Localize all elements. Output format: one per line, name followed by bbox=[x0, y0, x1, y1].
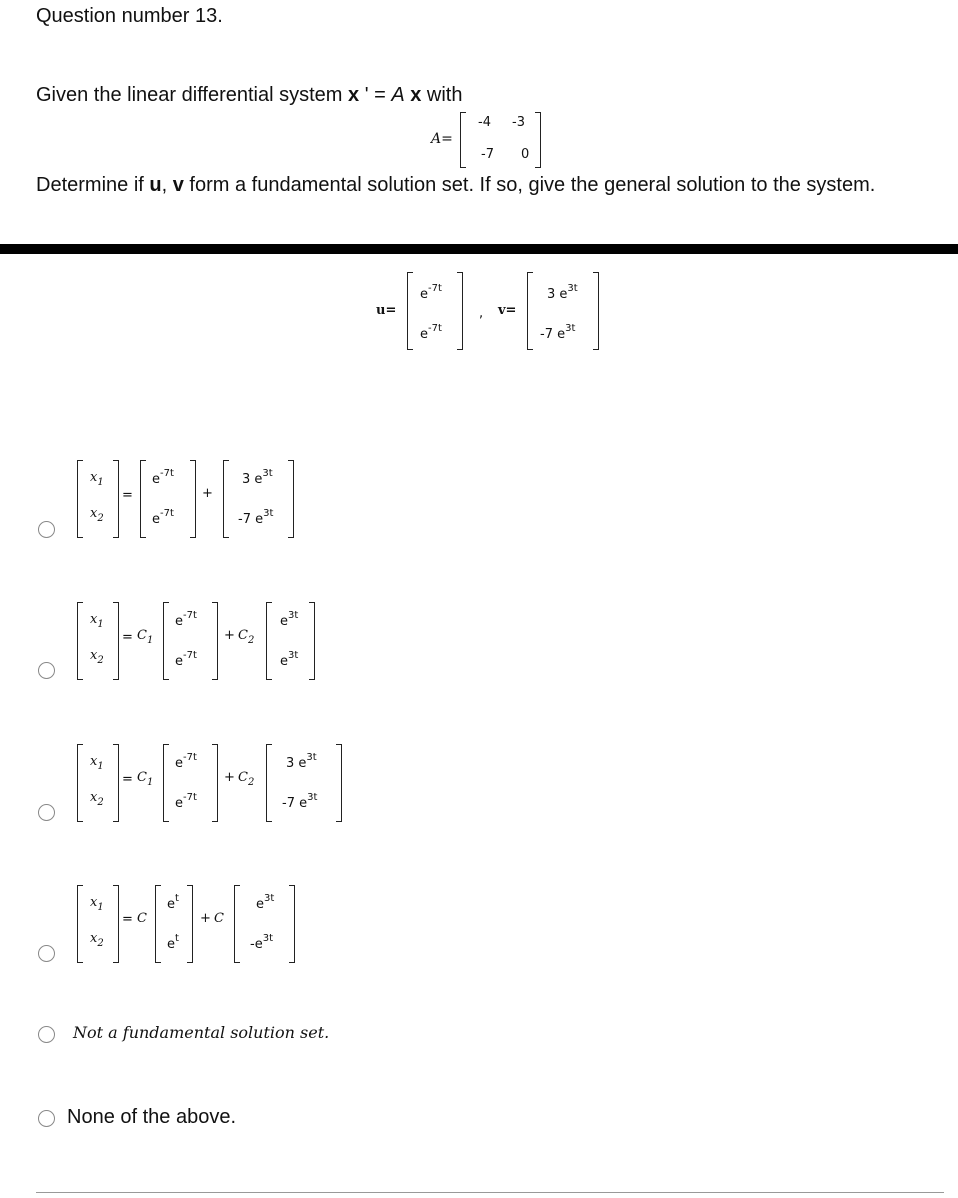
v-entry-1: $e^{3t}$ bbox=[280, 610, 299, 629]
v-entry-2: -7 $e^{3t}$ bbox=[238, 508, 274, 527]
plus-sign: + bbox=[200, 911, 211, 926]
question-prompt: Determine if u, v form a fundamental solution set. If so, give the general solution to the system. bbox=[36, 174, 876, 196]
left-bracket bbox=[77, 744, 83, 822]
right-bracket bbox=[212, 744, 218, 822]
plus-sign: + bbox=[224, 770, 235, 785]
u-entry-2: $e^{-7t}$ bbox=[420, 323, 442, 342]
radio-option-4[interactable] bbox=[38, 945, 55, 962]
right-bracket bbox=[535, 112, 541, 168]
u-entry-2: $e^t$ bbox=[167, 933, 179, 952]
v-entry-1: $e^{3t}$ bbox=[256, 893, 275, 912]
left-bracket bbox=[163, 744, 169, 822]
u-entry-2: $e^{-7t}$ bbox=[175, 650, 197, 669]
left-bracket bbox=[77, 602, 83, 680]
u-entry-1: $e^{-7t}$ bbox=[175, 752, 197, 771]
matrix-cell: -7 bbox=[481, 147, 494, 162]
x1-symbol: $x_1$ bbox=[90, 754, 104, 772]
left-bracket bbox=[155, 885, 161, 963]
equals-sign: = bbox=[122, 772, 133, 787]
right-bracket bbox=[113, 602, 119, 680]
right-bracket bbox=[187, 885, 193, 963]
plus-sign: + bbox=[224, 628, 235, 643]
x2-symbol: $x_2$ bbox=[90, 506, 104, 524]
right-bracket bbox=[309, 602, 315, 680]
v-entry-2: -7 $e^{3t}$ bbox=[540, 323, 576, 342]
x1-symbol: $x_1$ bbox=[90, 612, 104, 630]
x2-symbol: $x_2$ bbox=[90, 790, 104, 808]
radio-option-2[interactable] bbox=[38, 662, 55, 679]
right-bracket bbox=[113, 460, 119, 538]
question-intro: Given the linear differential system x ' = A x with bbox=[36, 84, 463, 106]
question-number: Question number 13. bbox=[36, 5, 223, 27]
right-bracket bbox=[336, 744, 342, 822]
u-entry-2: $e^{-7t}$ bbox=[175, 792, 197, 811]
right-bracket bbox=[113, 885, 119, 963]
x1-symbol: $x_1$ bbox=[90, 895, 104, 913]
matrix-cell: 0 bbox=[521, 147, 530, 162]
constant-c2: $C_2$ bbox=[238, 628, 255, 646]
right-bracket bbox=[593, 272, 599, 350]
constant-c: C bbox=[137, 911, 147, 926]
u-entry-1: $e^{-7t}$ bbox=[175, 610, 197, 629]
divider-bar bbox=[0, 244, 958, 254]
u-entry-1: $e^t$ bbox=[167, 893, 179, 912]
x1-symbol: $x_1$ bbox=[90, 470, 104, 488]
equals-sign: = bbox=[122, 630, 133, 645]
v-entry-2: -7 $e^{3t}$ bbox=[282, 792, 318, 811]
left-bracket bbox=[140, 460, 146, 538]
matrix-A-label: A= bbox=[431, 131, 453, 147]
v-entry-2: $-e^{3t}$ bbox=[250, 933, 273, 952]
left-bracket bbox=[77, 460, 83, 538]
radio-option-6[interactable] bbox=[38, 1110, 55, 1127]
v-entry-1: 3 $e^{3t}$ bbox=[547, 283, 578, 302]
radio-option-5[interactable] bbox=[38, 1026, 55, 1043]
left-bracket bbox=[163, 602, 169, 680]
left-bracket bbox=[527, 272, 533, 350]
v-entry-1: 3 $e^{3t}$ bbox=[242, 468, 273, 487]
equals-sign: = bbox=[122, 488, 133, 503]
option-5-label: Not a fundamental solution set. bbox=[73, 1023, 330, 1042]
v-entry-2: $e^{3t}$ bbox=[280, 650, 299, 669]
u-entry-2: $e^{-7t}$ bbox=[152, 508, 174, 527]
right-bracket bbox=[457, 272, 463, 350]
left-bracket bbox=[223, 460, 229, 538]
left-bracket bbox=[460, 112, 466, 168]
u-entry-1: $e^{-7t}$ bbox=[420, 283, 442, 302]
right-bracket bbox=[288, 460, 294, 538]
left-bracket bbox=[234, 885, 240, 963]
equals-sign: = bbox=[122, 912, 133, 927]
constant-c2: $C_2$ bbox=[238, 770, 255, 788]
bottom-divider bbox=[36, 1192, 944, 1193]
u-label: u= bbox=[376, 303, 397, 318]
constant-c1: $C_1$ bbox=[137, 628, 154, 646]
x2-symbol: $x_2$ bbox=[90, 931, 104, 949]
right-bracket bbox=[190, 460, 196, 538]
x2-symbol: $x_2$ bbox=[90, 648, 104, 666]
v-label: v= bbox=[498, 303, 517, 318]
left-bracket bbox=[77, 885, 83, 963]
constant-c1: $C_1$ bbox=[137, 770, 154, 788]
radio-option-3[interactable] bbox=[38, 804, 55, 821]
right-bracket bbox=[212, 602, 218, 680]
vector-separator: , bbox=[479, 306, 484, 321]
u-entry-1: $e^{-7t}$ bbox=[152, 468, 174, 487]
left-bracket bbox=[407, 272, 413, 350]
v-entry-1: 3 $e^{3t}$ bbox=[286, 752, 317, 771]
plus-sign: + bbox=[202, 486, 213, 501]
right-bracket bbox=[113, 744, 119, 822]
constant-c: C bbox=[214, 911, 224, 926]
right-bracket bbox=[289, 885, 295, 963]
radio-option-1[interactable] bbox=[38, 521, 55, 538]
left-bracket bbox=[266, 602, 272, 680]
option-6-label: None of the above. bbox=[67, 1106, 237, 1128]
left-bracket bbox=[266, 744, 272, 822]
matrix-cell: -4 bbox=[478, 115, 491, 130]
matrix-cell: -3 bbox=[512, 115, 525, 130]
